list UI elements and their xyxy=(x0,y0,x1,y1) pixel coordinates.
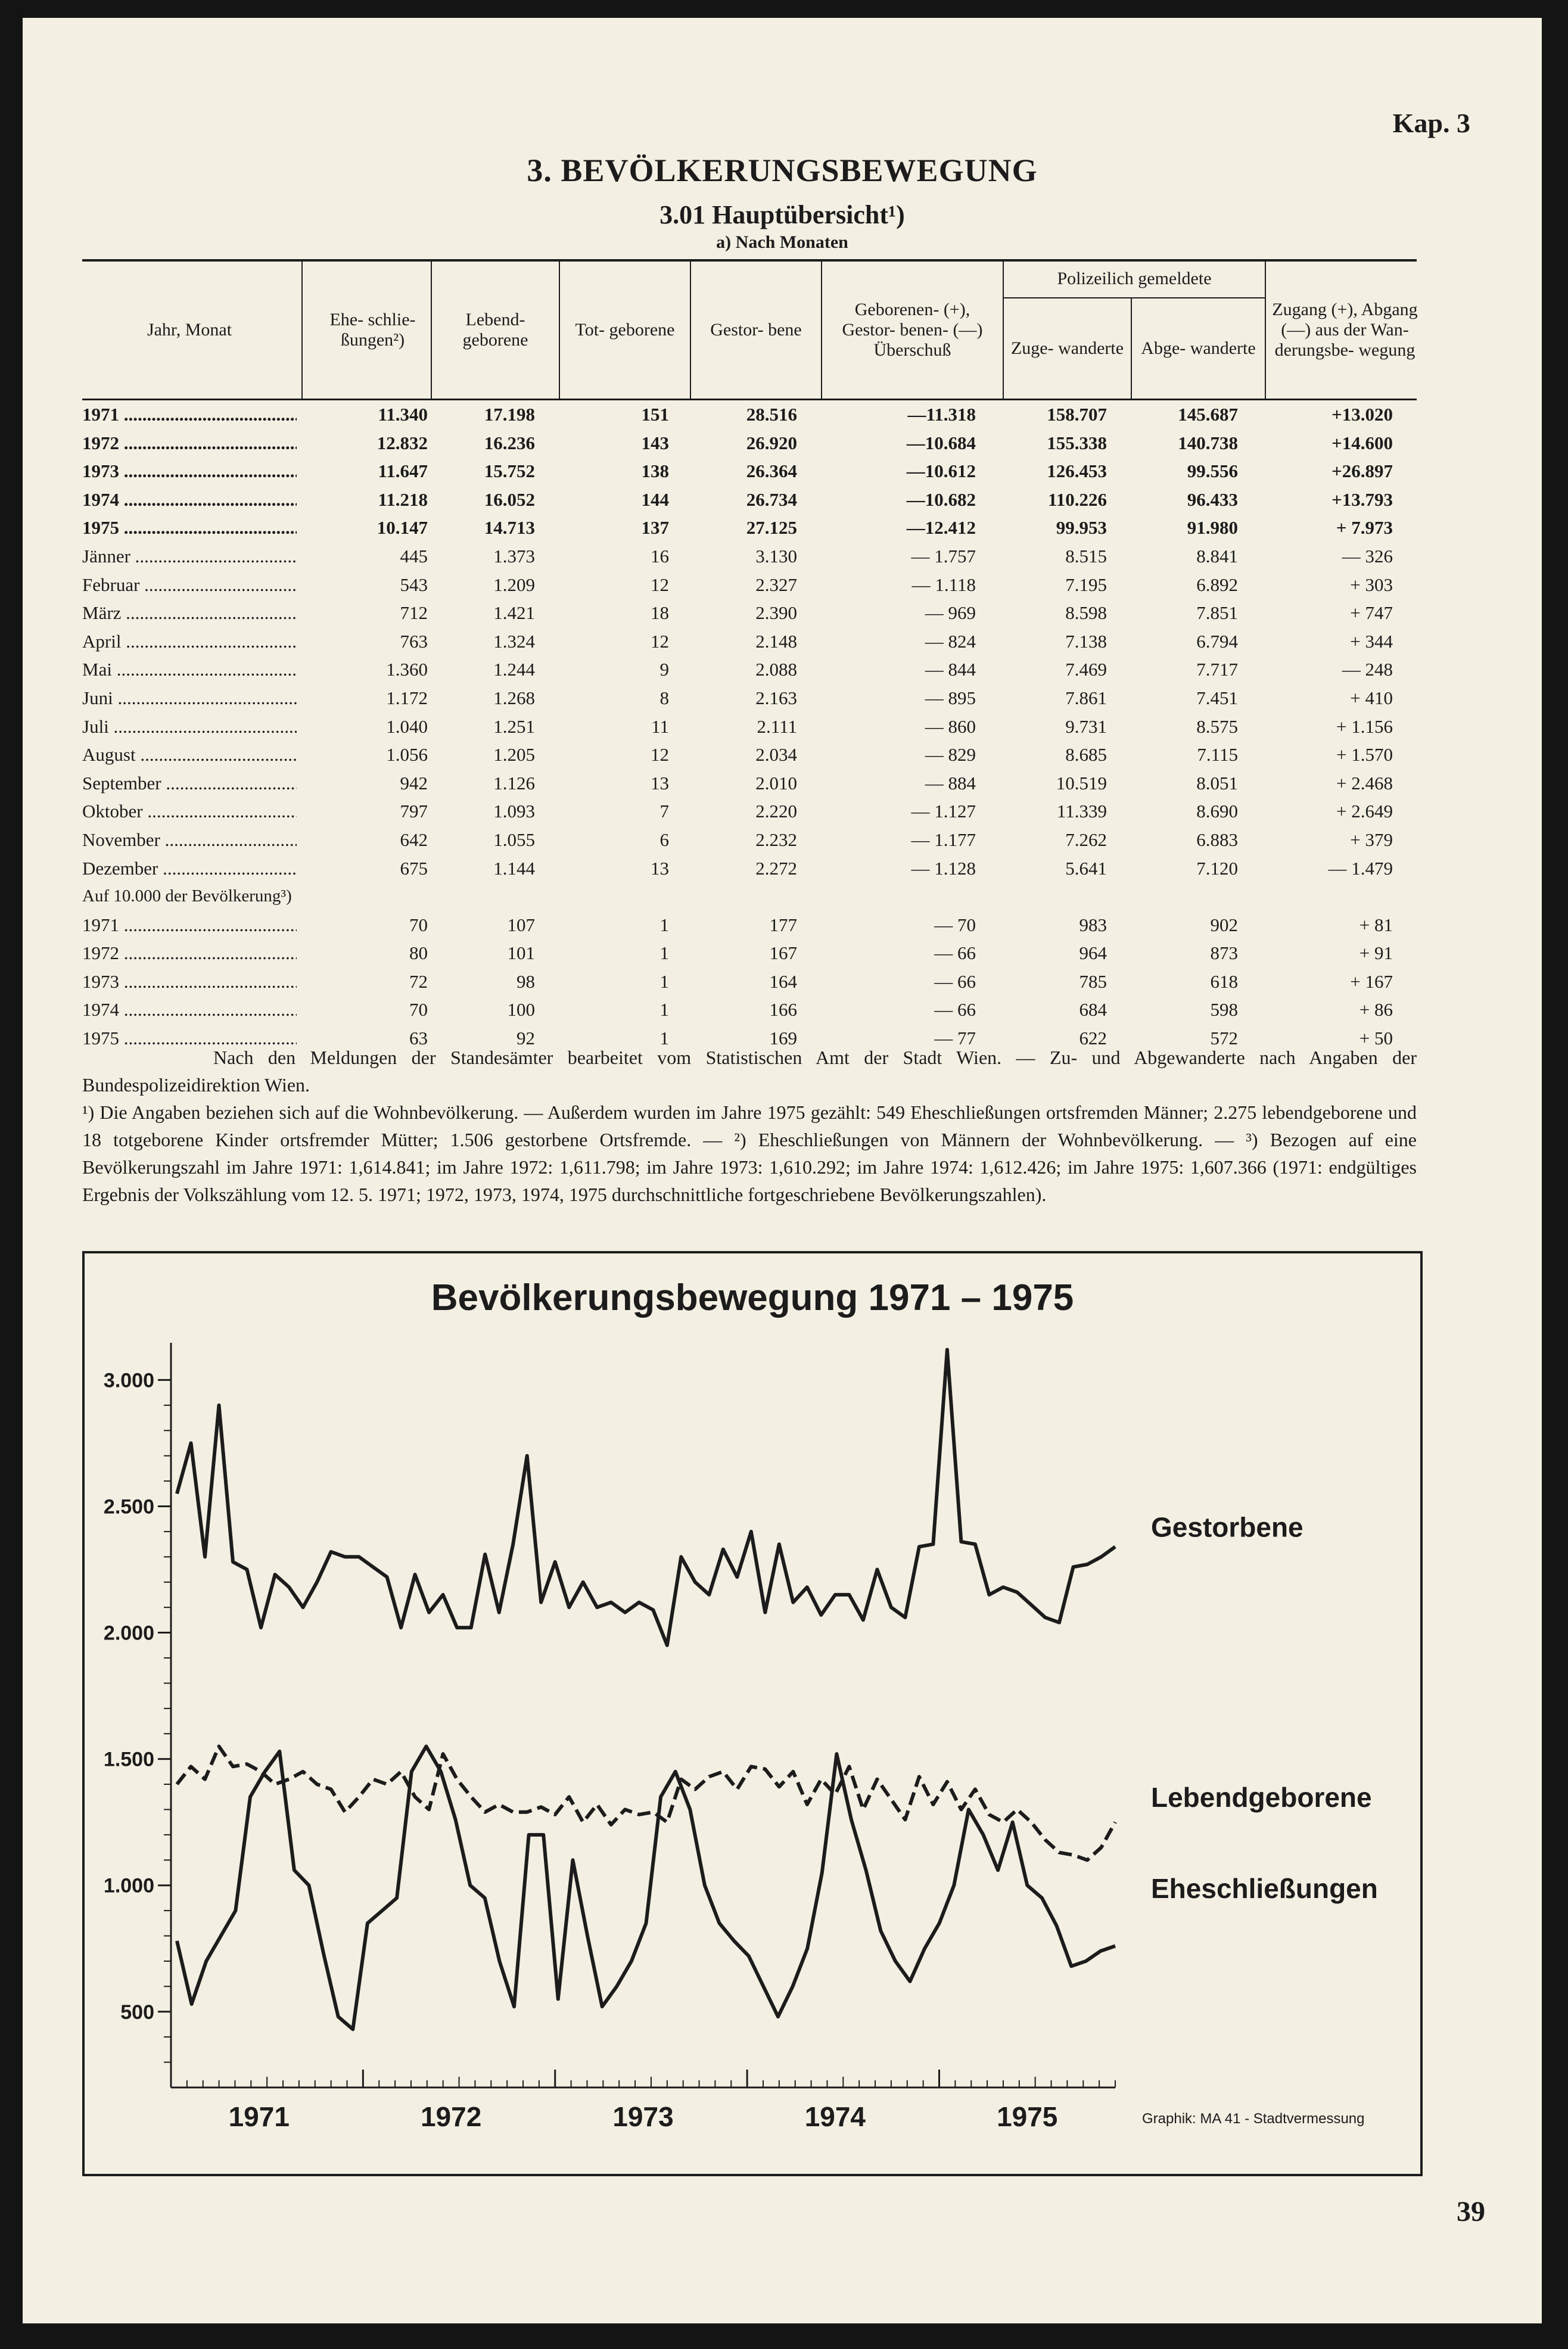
table-row xyxy=(82,429,1417,458)
cell: 7.851 xyxy=(1196,602,1238,624)
table-row xyxy=(82,826,1417,854)
footnote-text: ¹) Die Angaben beziehen sich auf die Wohnbevölkerung. — Außerdem wurden im Jahre 1975 gezählt: 549 Eheschließungen ortsfremden Männer; 2.275 lebendgeborene und 18 totgeborene Kinder ortsfremder Mütter; 1.506 gestorbene Ortsfremde. — ²) Eheschließungen von Männern der Wohnbevölkerung. — ³) Bezogen auf eine Bevölkerungszahl im Jahre 1971: 1,614.841; im Jahre 1972: 1,611.798; im Jahre 1973: 1,610.292; im Jahre 1974: 1,612.426; im Jahre 1975: 1,607.366 (1971: endgültiges Ergebnis der Volkszählung vom 12. 5. 1971; 1972, 1973, 1974, 1975 durchschnittliche fortgeschriebene Bevölkerungszahlen). xyxy=(82,1102,1417,1205)
cell: 8.575 xyxy=(1196,715,1238,737)
table-row xyxy=(82,911,1417,939)
cell: + 1.156 xyxy=(1336,715,1393,737)
cell: —10.684 xyxy=(906,432,976,453)
cell: 7.115 xyxy=(1197,744,1238,766)
cell: +26.897 xyxy=(1331,461,1393,482)
cell: 675 xyxy=(400,857,428,879)
cell: 145.687 xyxy=(1178,404,1238,425)
x-tick-label: 1972 xyxy=(420,2101,482,2132)
table-body xyxy=(82,400,1417,1053)
cell: + 303 xyxy=(1350,574,1393,595)
section-title: 3.01 Hauptübersicht¹) xyxy=(659,200,905,229)
x-tick-label: 1973 xyxy=(612,2101,674,2132)
table-row xyxy=(82,741,1417,769)
cell: 18 xyxy=(651,602,669,624)
cell: 1 xyxy=(659,942,669,964)
header-migration-balance: Zugang (+), Abgang (—) aus der Wan- derungsbe- wegung xyxy=(1272,300,1418,360)
cell: + 344 xyxy=(1350,630,1393,652)
cell: 9.731 xyxy=(1065,715,1107,737)
series-line-0 xyxy=(177,1350,1115,1645)
cell: 2.220 xyxy=(755,801,797,822)
header-marriages: Ehe- schlie- ßungen²) xyxy=(329,310,416,350)
cell: — 66 xyxy=(934,999,976,1021)
row-label: März ..... xyxy=(82,599,297,627)
table-row xyxy=(82,571,1417,599)
cell: 572 xyxy=(1210,1028,1238,1049)
table-row xyxy=(82,599,1417,627)
cell: 14.713 xyxy=(484,517,535,539)
page-number: 39 xyxy=(1457,2196,1485,2227)
cell: 107 xyxy=(507,914,535,935)
cell: — 969 xyxy=(925,602,976,624)
cell: 70 xyxy=(409,999,428,1021)
section-row xyxy=(82,882,1417,911)
row-label: 1973 ..... xyxy=(82,457,297,486)
cell: —10.682 xyxy=(906,489,976,510)
cell: 7.717 xyxy=(1196,659,1238,680)
table-row xyxy=(82,486,1417,514)
chapter-label: Kap. 3 xyxy=(1392,108,1470,138)
cell: 167 xyxy=(769,942,797,964)
cell: 177 xyxy=(769,914,797,935)
cell: 72 xyxy=(409,970,428,992)
cell: 2.088 xyxy=(755,659,797,680)
cell: + 50 xyxy=(1359,1028,1393,1049)
cell: 445 xyxy=(400,545,428,567)
cell: 13 xyxy=(651,772,669,794)
cell: 7.469 xyxy=(1065,659,1107,680)
cell: 8 xyxy=(659,687,669,708)
cell: 158.707 xyxy=(1047,404,1107,425)
table-row xyxy=(82,655,1417,684)
cell: 11 xyxy=(651,715,669,737)
cell: 137 xyxy=(641,517,669,539)
cell: + 167 xyxy=(1350,970,1393,992)
table-row xyxy=(82,967,1417,996)
cell: 7.451 xyxy=(1196,687,1238,708)
cell: 2.232 xyxy=(755,829,797,850)
cell: 92 xyxy=(517,1028,535,1049)
cell: 12 xyxy=(651,744,669,766)
cell: 16.236 xyxy=(484,432,535,453)
cell: 164 xyxy=(769,970,797,992)
cell: 2.010 xyxy=(755,772,797,794)
cell: 8.685 xyxy=(1065,744,1107,766)
cell: 1.421 xyxy=(493,602,535,624)
x-tick-label: 1975 xyxy=(997,2101,1058,2132)
cell: 12 xyxy=(651,630,669,652)
cell: 2.390 xyxy=(755,602,797,624)
cell: — 66 xyxy=(934,942,976,964)
header-live-births: Lebend- geborene xyxy=(462,310,528,350)
cell: 622 xyxy=(1079,1028,1107,1049)
header-emigrated: Abge- wanderte xyxy=(1141,338,1256,358)
cell: 2.272 xyxy=(755,857,797,879)
cell: 12 xyxy=(651,574,669,595)
cell: 99.556 xyxy=(1187,461,1238,482)
y-tick-label: 3.000 xyxy=(103,1369,154,1392)
cell: 8.841 xyxy=(1196,545,1238,567)
row-label: 1972 ..... xyxy=(82,939,297,967)
footnotes xyxy=(82,1044,1417,1208)
cell: — 895 xyxy=(925,687,976,708)
cell: + 2.649 xyxy=(1336,801,1393,822)
cell: 7.262 xyxy=(1065,829,1107,850)
x-tick-label: 1974 xyxy=(804,2101,866,2132)
cell: 964 xyxy=(1079,942,1107,964)
cell: 8.598 xyxy=(1065,602,1107,624)
cell: 126.453 xyxy=(1047,461,1107,482)
page-title: 3. BEVÖLKERUNGSBEWEGUNG xyxy=(527,153,1038,188)
cell: 873 xyxy=(1210,942,1238,964)
cell: 785 xyxy=(1079,970,1107,992)
table-row xyxy=(82,797,1417,826)
row-label: Juli ..... xyxy=(82,713,297,741)
cell: — 844 xyxy=(925,659,976,680)
row-label: Jänner ..... xyxy=(82,542,297,571)
table-row xyxy=(82,939,1417,967)
row-label: 1975 ..... xyxy=(82,1024,297,1053)
cell: 166 xyxy=(769,999,797,1021)
cell: 1 xyxy=(659,914,669,935)
table-row xyxy=(82,854,1417,883)
cell: 98 xyxy=(517,970,535,992)
x-tick-label: 1971 xyxy=(228,2101,290,2132)
row-label: 1974 ..... xyxy=(82,995,297,1024)
cell: 7 xyxy=(659,801,669,822)
y-tick-label: 500 xyxy=(120,2000,154,2024)
row-label: November ..... xyxy=(82,826,297,854)
cell: —10.612 xyxy=(906,461,976,482)
cell: —11.318 xyxy=(907,404,976,425)
cell: 26.364 xyxy=(746,461,797,482)
table-row xyxy=(82,713,1417,741)
cell: 642 xyxy=(400,829,428,850)
header-police-group: Polizeilich gemeldete xyxy=(1057,269,1212,288)
cell: + 2.468 xyxy=(1336,772,1393,794)
y-tick-label: 2.000 xyxy=(103,1622,154,1645)
table-row xyxy=(82,684,1417,713)
cell: 101 xyxy=(507,942,535,964)
cell: — 70 xyxy=(934,914,976,935)
row-label: Dezember ..... xyxy=(82,854,297,883)
cell: 1.040 xyxy=(386,715,428,737)
cell: 983 xyxy=(1079,914,1107,935)
cell: 7.861 xyxy=(1065,687,1107,708)
cell: 16 xyxy=(651,545,669,567)
cell: 63 xyxy=(409,1028,428,1049)
cell: + 7.973 xyxy=(1336,517,1393,539)
header-immigrated: Zuge- wanderte xyxy=(1010,338,1124,358)
cell: 2.327 xyxy=(755,574,797,595)
page xyxy=(23,18,1542,2323)
cell: — 1.118 xyxy=(911,574,976,595)
series-label: Eheschließungen xyxy=(1151,1872,1378,1904)
source-note: Nach den Meldungen der Standesämter bearbeitet vom Statistischen Amt der Stadt Wien. — Zu- und Abgewanderte nach Angaben der Bundespolizeidirektion Wien. xyxy=(82,1047,1417,1096)
cell: 11.340 xyxy=(378,404,428,425)
cell: 598 xyxy=(1210,999,1238,1021)
row-label: 1972 ..... xyxy=(82,429,297,458)
row-label: Auf 10.000 der Bevölkerung³) xyxy=(82,886,292,906)
cell: 11.647 xyxy=(378,461,428,482)
cell: 138 xyxy=(641,461,669,482)
row-label: 1971 ..... xyxy=(82,400,297,429)
cell: 2.148 xyxy=(755,630,797,652)
cell: + 91 xyxy=(1359,942,1393,964)
cell: 6.794 xyxy=(1196,630,1238,652)
row-label: April ..... xyxy=(82,627,297,656)
cell: 763 xyxy=(400,630,428,652)
cell: 13 xyxy=(651,857,669,879)
cell: 15.752 xyxy=(484,461,535,482)
chart-title: Bevölkerungsbewegung 1971 – 1975 xyxy=(431,1277,1074,1318)
series-label: Gestorbene xyxy=(1151,1511,1303,1543)
cell: + 86 xyxy=(1359,999,1393,1021)
cell: 9 xyxy=(659,659,669,680)
cell: 10.519 xyxy=(1056,772,1107,794)
cell: 8.051 xyxy=(1196,772,1238,794)
y-tick-label: 1.000 xyxy=(103,1874,154,1897)
cell: 712 xyxy=(400,602,428,624)
cell: 1.172 xyxy=(386,687,428,708)
cell: 1.093 xyxy=(493,801,535,822)
header-year-month: Jahr, Monat xyxy=(147,320,232,340)
cell: 684 xyxy=(1079,999,1107,1021)
chart-credit: Graphik: MA 41 - Stadtvermessung xyxy=(1142,2111,1365,2127)
cell: + 379 xyxy=(1350,829,1393,850)
cell: 1.244 xyxy=(493,659,535,680)
cell: 618 xyxy=(1210,970,1238,992)
row-label: Juni ..... xyxy=(82,684,297,713)
cell: 70 xyxy=(409,914,428,935)
series-line-1 xyxy=(177,1746,1115,1860)
cell: 27.125 xyxy=(746,517,797,539)
population-chart xyxy=(85,1253,1420,2174)
cell: 5.641 xyxy=(1065,857,1107,879)
chart-frame xyxy=(82,1251,1423,2176)
cell: 1.209 xyxy=(493,574,535,595)
cell: 2.163 xyxy=(755,687,797,708)
cell: 7.195 xyxy=(1065,574,1107,595)
cell: 2.034 xyxy=(755,744,797,766)
cell: — 248 xyxy=(1342,659,1393,680)
cell: 942 xyxy=(400,772,428,794)
row-label: 1974 ..... xyxy=(82,486,297,514)
cell: 1 xyxy=(659,1028,669,1049)
row-label: Mai ..... xyxy=(82,655,297,684)
cell: 1.126 xyxy=(493,772,535,794)
cell: 80 xyxy=(409,942,428,964)
cell: + 410 xyxy=(1350,687,1393,708)
cell: — 884 xyxy=(925,772,976,794)
table-header xyxy=(82,259,1417,400)
row-label: 1975 ..... xyxy=(82,514,297,542)
cell: 140.738 xyxy=(1178,432,1238,453)
cell: 110.226 xyxy=(1047,489,1107,510)
cell: 10.147 xyxy=(377,517,428,539)
series-label: Lebendgeborene xyxy=(1151,1782,1372,1813)
cell: 902 xyxy=(1210,914,1238,935)
cell: +13.793 xyxy=(1331,489,1393,510)
cell: 17.198 xyxy=(484,404,535,425)
cell: 11.339 xyxy=(1056,801,1107,822)
cell: 99.953 xyxy=(1056,517,1107,539)
cell: — 66 xyxy=(934,970,976,992)
cell: 26.920 xyxy=(746,432,797,453)
cell: 6 xyxy=(659,829,669,850)
cell: 143 xyxy=(641,432,669,453)
table-row xyxy=(82,995,1417,1024)
row-label: September ..... xyxy=(82,769,297,798)
cell: 8.515 xyxy=(1065,545,1107,567)
statistics-table xyxy=(82,259,1417,1053)
cell: — 824 xyxy=(925,630,976,652)
table-row xyxy=(82,542,1417,571)
cell: 1.324 xyxy=(493,630,535,652)
cell: 1.144 xyxy=(493,857,535,879)
cell: 1.251 xyxy=(493,715,535,737)
cell: 12.832 xyxy=(377,432,428,453)
cell: — 1.757 xyxy=(911,545,976,567)
y-tick-label: 2.500 xyxy=(103,1495,154,1519)
cell: — 860 xyxy=(925,715,976,737)
cell: + 747 xyxy=(1350,602,1393,624)
header-stillbirths: Tot- geborene xyxy=(575,320,675,340)
cell: 797 xyxy=(400,801,428,822)
cell: 1.268 xyxy=(493,687,535,708)
cell: 8.690 xyxy=(1196,801,1238,822)
cell: — 1.479 xyxy=(1328,857,1393,879)
table-row xyxy=(82,769,1417,798)
row-label: Oktober ..... xyxy=(82,797,297,826)
cell: 7.120 xyxy=(1196,857,1238,879)
cell: + 81 xyxy=(1359,914,1393,935)
y-tick-label: 1.500 xyxy=(103,1748,154,1771)
cell: 11.218 xyxy=(378,489,428,510)
cell: 100 xyxy=(507,999,535,1021)
cell: 6.883 xyxy=(1196,829,1238,850)
cell: 155.338 xyxy=(1047,432,1107,453)
cell: — 1.177 xyxy=(911,829,976,850)
row-label: Februar ..... xyxy=(82,571,297,599)
cell: 16.052 xyxy=(484,489,535,510)
table-row xyxy=(82,457,1417,486)
cell: 1 xyxy=(659,970,669,992)
cell: — 326 xyxy=(1342,545,1393,567)
cell: 1.056 xyxy=(386,744,428,766)
cell: 3.130 xyxy=(755,545,797,567)
cell: 28.516 xyxy=(746,404,797,425)
row-label: August ..... xyxy=(82,741,297,769)
cell: 96.433 xyxy=(1187,489,1238,510)
cell: — 829 xyxy=(925,744,976,766)
header-deaths: Gestor- bene xyxy=(710,320,802,340)
cell: 144 xyxy=(641,489,669,510)
cell: — 1.127 xyxy=(911,801,976,822)
cell: 1.373 xyxy=(493,545,535,567)
cell: 543 xyxy=(400,574,428,595)
header-birth-balance: Geborenen- (+), Gestor- benen- (—) Überschuß xyxy=(842,300,983,360)
cell: 1.205 xyxy=(493,744,535,766)
row-label: 1973 ..... xyxy=(82,967,297,996)
cell: —12.412 xyxy=(906,517,976,539)
cell: 1.055 xyxy=(493,829,535,850)
cell: 7.138 xyxy=(1065,630,1107,652)
cell: 169 xyxy=(769,1028,797,1049)
cell: 6.892 xyxy=(1196,574,1238,595)
table-row xyxy=(82,514,1417,542)
table-row xyxy=(82,627,1417,656)
cell: +14.600 xyxy=(1331,432,1393,453)
cell: 26.734 xyxy=(746,489,797,510)
cell: — 1.128 xyxy=(911,857,976,879)
cell: + 1.570 xyxy=(1336,744,1393,766)
cell: 151 xyxy=(641,404,669,425)
cell: 1.360 xyxy=(386,659,428,680)
cell: — 77 xyxy=(934,1028,976,1049)
cell: 2.111 xyxy=(757,715,797,737)
cell: 1 xyxy=(659,999,669,1021)
cell: 91.980 xyxy=(1187,517,1238,539)
table-caption: a) Nach Monaten xyxy=(716,232,848,252)
table-row xyxy=(82,400,1417,429)
cell: +13.020 xyxy=(1331,404,1393,425)
row-label: 1971 ..... xyxy=(82,911,297,939)
